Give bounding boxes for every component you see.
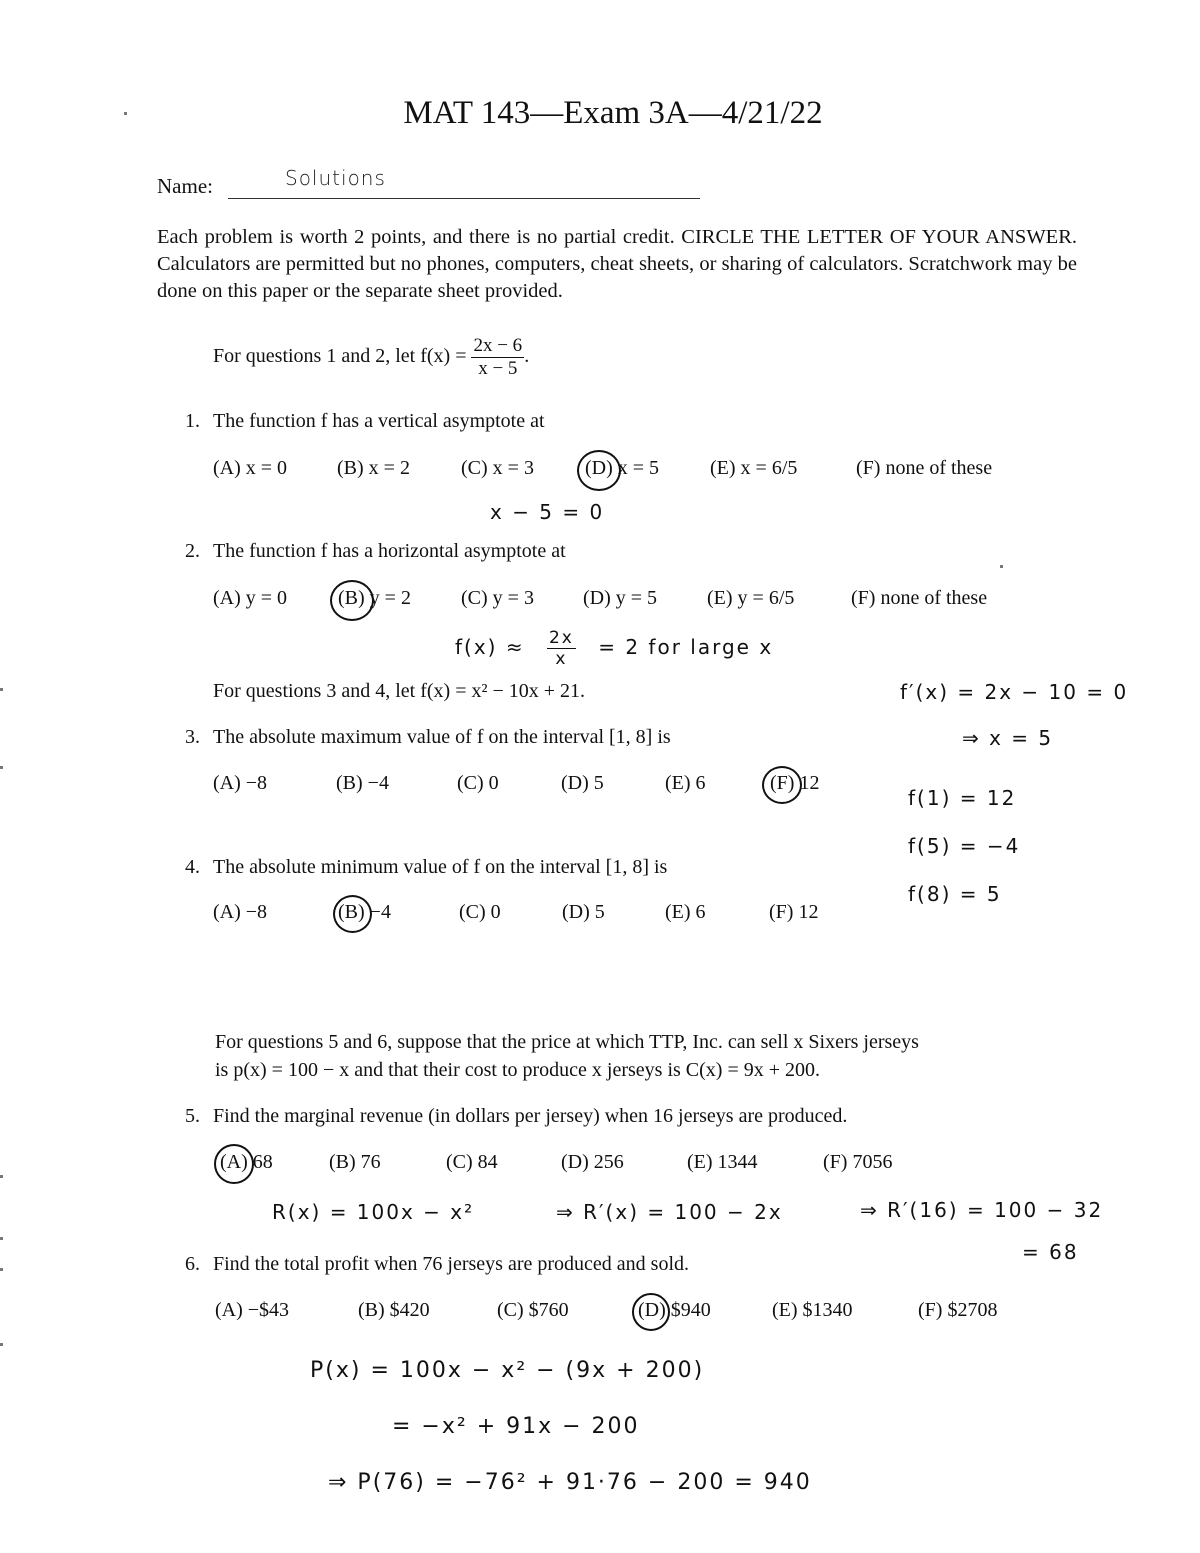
q4-choice-c[interactable]: (C) 0 xyxy=(459,901,501,923)
scan-speck xyxy=(1000,565,1003,568)
q2-work-numerator: 2x xyxy=(548,628,574,648)
q5-choice-c[interactable]: (C) 84 xyxy=(446,1151,498,1173)
q3-choice-e[interactable]: (E) 6 xyxy=(665,772,706,794)
q5-answer-circle xyxy=(214,1144,254,1184)
question-4-number: 4. xyxy=(185,856,200,878)
q3-choice-d[interactable]: (D) 5 xyxy=(561,772,604,794)
q3-choice-c[interactable]: (C) 0 xyxy=(457,772,499,794)
scan-speck xyxy=(124,112,127,115)
lead-q1-q2-text: For questions 1 and 2, let f(x) = xyxy=(213,345,467,368)
q3-choice-a[interactable]: (A) −8 xyxy=(213,772,268,794)
q3-choice-b[interactable]: (B) −4 xyxy=(336,772,389,794)
question-6 xyxy=(185,1253,689,1276)
name-line xyxy=(228,198,700,199)
q2-choice-a[interactable]: (A) y = 0 xyxy=(213,587,288,609)
q6-work-profit: P(x) = 100x − x² − (9x + 200) xyxy=(310,1358,705,1383)
q6-answer-circle xyxy=(632,1293,670,1331)
q6-work-simplified: = −x² + 91x − 200 xyxy=(392,1414,640,1439)
lead-q5-q6-line-2: is p(x) = 100 − x and that their cost to produce x jerseys is C(x) = 9x + 200. xyxy=(215,1059,821,1081)
question-1-text: The function f has a vertical asymptote at xyxy=(213,410,545,432)
scan-speck xyxy=(0,766,3,769)
q5-choice-f[interactable]: (F) 7056 xyxy=(823,1151,893,1173)
q2-work-denominator: x xyxy=(555,649,568,669)
q2-work-fraction xyxy=(547,628,576,669)
question-5-text: Find the marginal revenue (in dollars per jersey) when 16 jerseys are produced. xyxy=(213,1105,848,1127)
page-title: MAT 143—Exam 3A—4/21/22 xyxy=(403,95,823,131)
side-work-critical: ⇒ x = 5 xyxy=(962,726,1054,750)
lead-q3-q4: For questions 3 and 4, let f(x) = x² − 10x + 21. xyxy=(213,680,586,702)
q3-choice-f[interactable]: (F) 12 xyxy=(770,772,820,794)
side-work-f1: f(1) = 12 xyxy=(908,786,1017,810)
scan-speck xyxy=(0,1268,3,1271)
question-2 xyxy=(185,540,566,563)
q2-choice-f[interactable]: (F) none of these xyxy=(851,587,988,609)
lead-q5-q6-line-1: For questions 5 and 6, suppose that the price at which TTP, Inc. can sell x Sixers jerseys xyxy=(215,1031,919,1053)
q4-answer-circle xyxy=(333,895,372,933)
q6-choice-a[interactable]: (A) −$43 xyxy=(215,1299,290,1321)
question-5-number: 5. xyxy=(185,1105,200,1127)
q1-choice-a[interactable]: (A) x = 0 xyxy=(213,457,288,479)
q5-choice-e[interactable]: (E) 1344 xyxy=(687,1151,758,1173)
question-3-number: 3. xyxy=(185,726,200,748)
question-1 xyxy=(185,410,545,433)
q6-choice-e[interactable]: (E) $1340 xyxy=(772,1299,853,1321)
q5-choice-b[interactable]: (B) 76 xyxy=(329,1151,381,1173)
question-6-number: 6. xyxy=(185,1253,200,1275)
q6-choice-f[interactable]: (F) $2708 xyxy=(918,1299,998,1321)
q4-choice-b[interactable]: (B) −4 xyxy=(338,901,391,923)
q1-work: x − 5 = 0 xyxy=(490,500,605,524)
side-work-f8: f(8) = 5 xyxy=(908,882,1002,906)
question-3-text: The absolute maximum value of f on the interval [1, 8] is xyxy=(213,726,671,748)
q2-choice-e[interactable]: (E) y = 6/5 xyxy=(707,587,795,609)
name-value: Solutions xyxy=(285,166,386,190)
question-5 xyxy=(185,1105,847,1128)
scan-speck xyxy=(0,688,3,691)
q5-work-revenue: R(x) = 100x − x² xyxy=(272,1200,475,1224)
scan-speck xyxy=(0,1175,3,1178)
question-1-number: 1. xyxy=(185,410,200,432)
q6-choice-c[interactable]: (C) $760 xyxy=(497,1299,569,1321)
question-2-number: 2. xyxy=(185,540,200,562)
q1-choice-d[interactable]: (D) x = 5 xyxy=(585,457,660,479)
lead-q1-q2: For questions 1 and 2, let f(x) = $\frac{2x - 6}{x - 5}$ . xyxy=(213,335,530,379)
lead-q1-q2-fraction xyxy=(471,335,524,380)
name-label: Name: xyxy=(157,174,213,198)
question-3 xyxy=(185,726,671,749)
q2-work-lhs: f(x) ≈ xyxy=(455,635,525,659)
q1-choice-c[interactable]: (C) x = 3 xyxy=(461,457,534,479)
q5-work-derivative: ⇒ R′(x) = 100 − 2x xyxy=(556,1200,783,1224)
question-2-text: The function f has a horizontal asymptote at xyxy=(213,540,566,562)
question-4 xyxy=(185,856,667,879)
q6-choice-b[interactable]: (B) $420 xyxy=(358,1299,430,1321)
q5-choice-d[interactable]: (D) 256 xyxy=(561,1151,624,1173)
q2-work xyxy=(455,628,773,669)
q3-answer-circle xyxy=(762,766,802,804)
q6-work-evaluate: ⇒ P(76) = −76² + 91·76 − 200 = 940 xyxy=(328,1470,812,1495)
q2-choice-d[interactable]: (D) y = 5 xyxy=(583,587,658,609)
q2-work-rhs: = 2 for large x xyxy=(598,635,774,659)
q1-choice-e[interactable]: (E) x = 6/5 xyxy=(710,457,798,479)
q1-choice-b[interactable]: (B) x = 2 xyxy=(337,457,410,479)
side-work-f5: f(5) = −4 xyxy=(908,834,1021,858)
q1-choice-f[interactable]: (F) none of these xyxy=(856,457,993,479)
scan-speck xyxy=(0,1343,3,1346)
q6-choice-d[interactable]: (D) $940 xyxy=(638,1299,711,1321)
q4-choice-f[interactable]: (F) 12 xyxy=(769,901,819,923)
q2-choice-b[interactable]: (B) y = 2 xyxy=(338,587,411,609)
side-work-derivative: f′(x) = 2x − 10 = 0 xyxy=(900,680,1129,704)
q4-choice-d[interactable]: (D) 5 xyxy=(562,901,605,923)
question-4-text: The absolute minimum value of f on the interval [1, 8] is xyxy=(213,856,668,878)
fraction-denominator: x − 5 xyxy=(478,358,518,379)
q1-answer-circle xyxy=(577,450,621,491)
q4-choice-a[interactable]: (A) −8 xyxy=(213,901,268,923)
q5-choice-a[interactable]: (A) 68 xyxy=(220,1151,273,1173)
fraction-numerator: 2x − 6 xyxy=(473,335,523,356)
q2-answer-circle xyxy=(330,580,374,621)
scan-speck xyxy=(0,1237,3,1240)
question-6-text: Find the total profit when 76 jerseys are produced and sold. xyxy=(213,1253,689,1275)
q2-choice-c[interactable]: (C) y = 3 xyxy=(461,587,534,609)
q5-work-result: = 68 xyxy=(1022,1240,1079,1264)
instructions: Each problem is worth 2 points, and there is no partial credit. CIRCLE THE LETTER OF YOUR ANSWER. Calculators are permitted but no phones, computers, cheat sheets, or sharing of calculators. Scratchwork may be done on this paper or the separate sheet provided. xyxy=(157,226,1077,302)
q4-choice-e[interactable]: (E) 6 xyxy=(665,901,706,923)
q5-work-evaluate: ⇒ R′(16) = 100 − 32 xyxy=(860,1198,1104,1222)
